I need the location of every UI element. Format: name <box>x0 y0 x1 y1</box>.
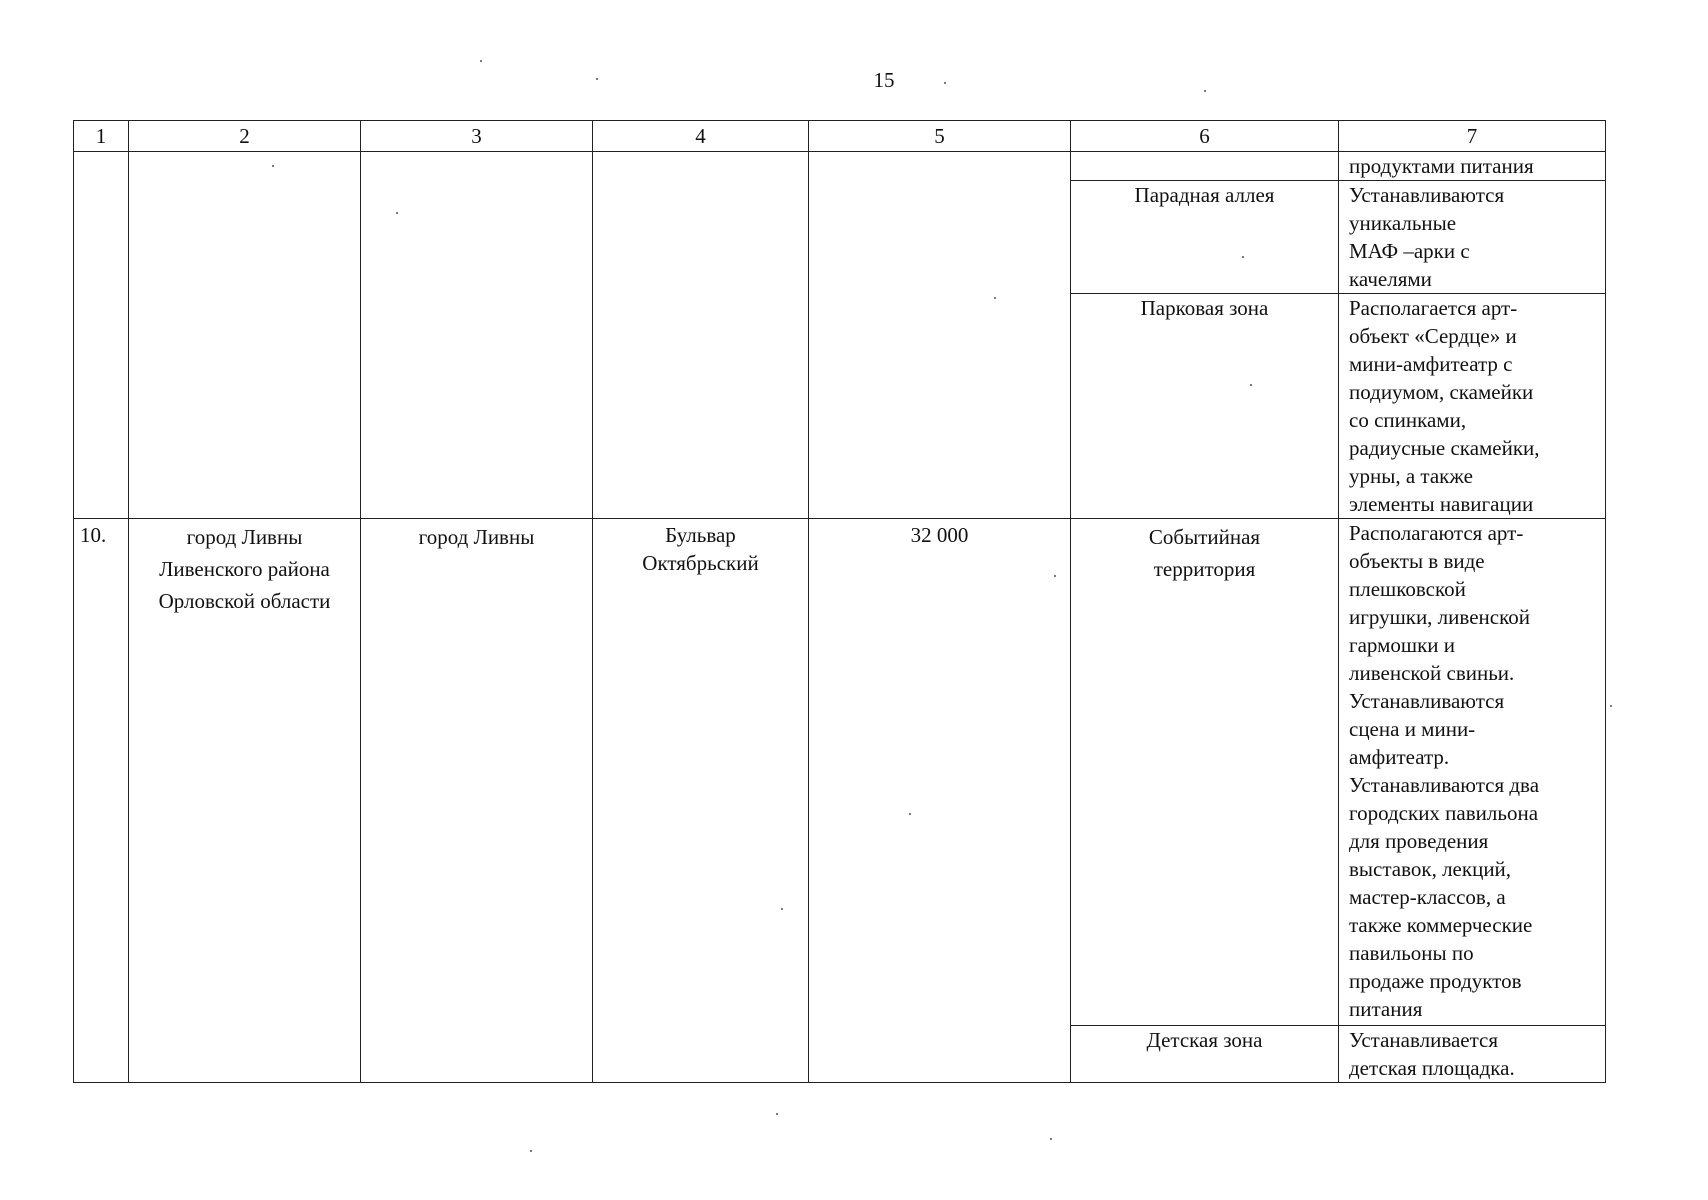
column-header: 6 <box>1071 121 1339 152</box>
scan-speck <box>530 1150 532 1152</box>
cell-municipality <box>129 152 361 519</box>
scan-speck <box>909 813 911 815</box>
cell-zone: Парковая зона <box>1071 294 1339 519</box>
column-header: 1 <box>74 121 129 152</box>
document-table <box>73 120 1606 1083</box>
cell-zone: Парадная аллея <box>1071 181 1339 294</box>
scan-speck <box>480 60 482 62</box>
column-header: 7 <box>1339 121 1606 152</box>
cell-number: 10. <box>74 519 129 1083</box>
cell-description: Устанавливается детская площадка. <box>1339 1026 1606 1083</box>
column-header: 2 <box>129 121 361 152</box>
table-row <box>74 152 1606 181</box>
cell-municipality: город Ливны Ливенского района Орловской области <box>129 519 361 1083</box>
scan-speck <box>776 1113 778 1115</box>
scan-speck <box>596 78 598 80</box>
cell-settlement <box>361 152 593 519</box>
scan-speck <box>944 82 946 84</box>
scan-speck <box>781 908 783 910</box>
cell-description: Располагается арт- объект «Сердце» и мини-амфитеатр с подиумом, скамейки со спинками, радиусные скамейки, урны, а также элементы навигации <box>1339 294 1606 519</box>
scan-speck <box>1050 1138 1052 1140</box>
page-number: 15 <box>873 68 895 92</box>
cell-description: Располагаются арт- объекты в виде плешковской игрушки, ливенской гармошки и ливенской свиньи. Устанавливаются сцена и мини- амфитеатр. Устанавливаются два городских павильона для проведения выставок, лекций, мастер-классов, а также коммерческие павильоны по продаже продуктов питания <box>1339 519 1606 1026</box>
cell-zone: Детская зона <box>1071 1026 1339 1083</box>
cell-number <box>74 152 129 519</box>
header-row <box>74 121 1606 152</box>
scan-speck <box>1204 90 1206 92</box>
cell-zone <box>1071 152 1339 181</box>
cell-territory: Бульвар Октябрьский <box>593 519 809 1083</box>
scan-speck <box>1242 256 1244 258</box>
scan-speck <box>994 297 996 299</box>
column-header: 5 <box>809 121 1071 152</box>
cell-area: 32 000 <box>809 519 1071 1083</box>
cell-description: Устанавливаются уникальные МАФ –арки с качелями <box>1339 181 1606 294</box>
scan-speck <box>1250 384 1252 386</box>
cell-description: продуктами питания <box>1339 152 1606 181</box>
cell-area <box>809 152 1071 519</box>
scan-speck <box>1054 575 1056 577</box>
scan-speck <box>396 212 398 214</box>
table-row <box>74 519 1606 1026</box>
cell-territory <box>593 152 809 519</box>
column-header: 4 <box>593 121 809 152</box>
scan-speck <box>272 165 274 167</box>
column-header: 3 <box>361 121 593 152</box>
cell-settlement: город Ливны <box>361 519 593 1083</box>
scan-speck <box>1610 705 1612 707</box>
cell-zone: Событийная территория <box>1071 519 1339 1026</box>
